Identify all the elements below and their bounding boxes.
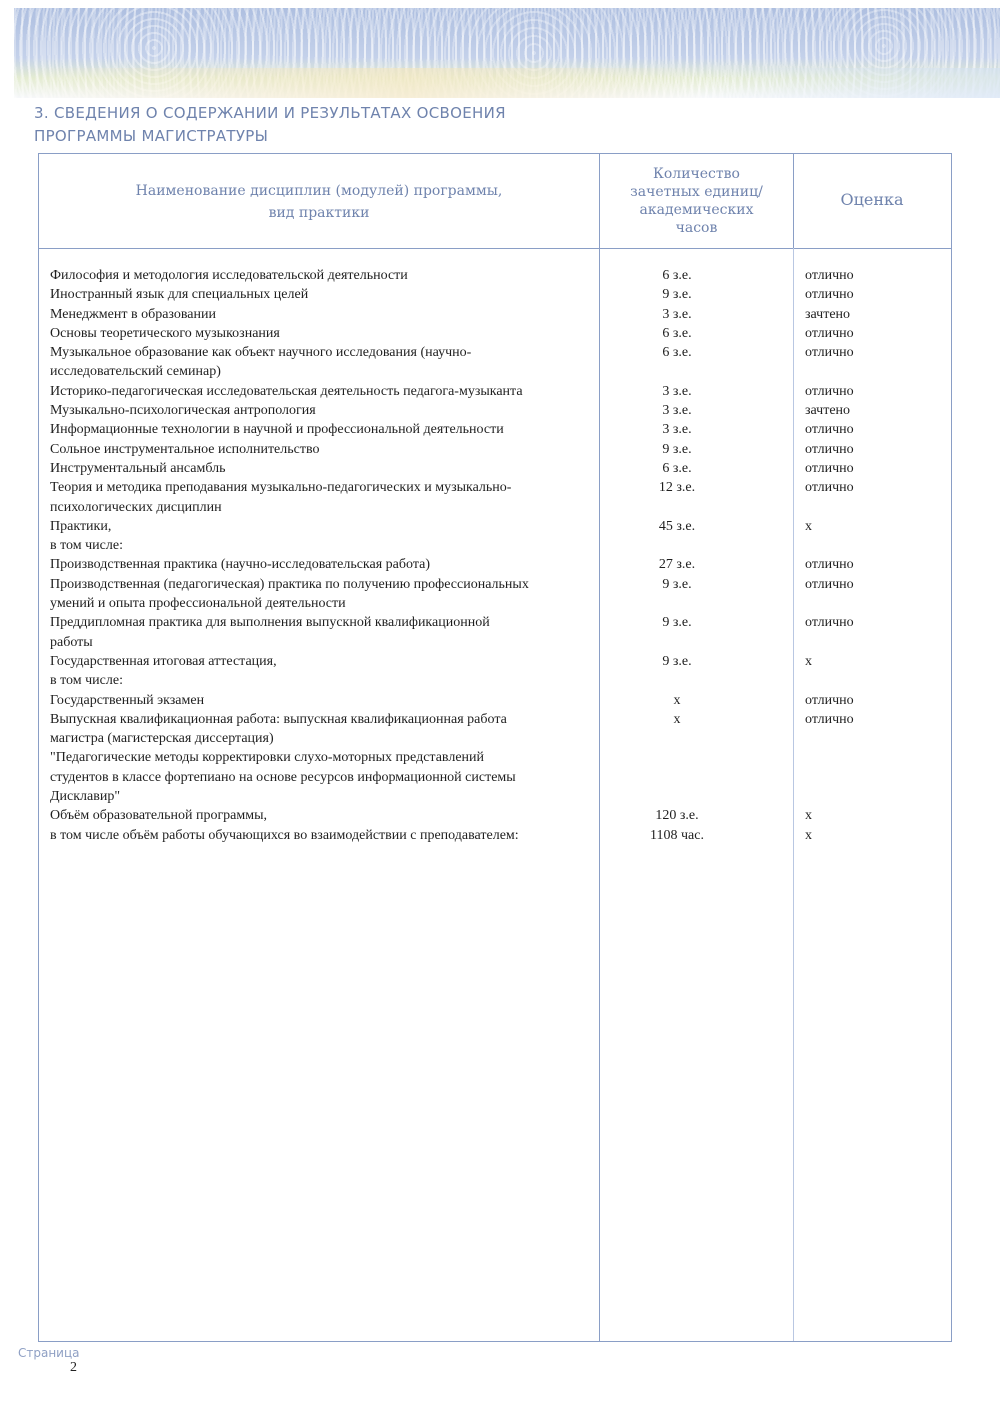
header-credits [600,165,793,237]
row-discipline-name [50,420,590,439]
row-name-line: Производственная практика (научно-исследовательская работа) [50,557,430,573]
row-discipline-name [50,806,590,825]
table-row [0,478,1000,517]
table-row [0,440,1000,459]
header-credits-line2: зачетных единиц/ [630,184,763,200]
row-name-line: умений и опыта профессиональной деятельности [50,596,346,612]
row-credits: x [673,711,681,727]
row-name-line: в том числе: [50,538,123,554]
page-label: Страница [18,1346,80,1360]
row-discipline-name [50,517,590,556]
row-name-line: Менеджмент в образовании [50,306,216,322]
row-name-line: в том числе объём работы обучающихся во взаимодействии с преподавателем: [50,827,519,843]
table-body [0,266,1000,845]
row-credits: 12 з.е. [658,480,696,496]
row-credits: 6 з.е. [662,268,692,283]
row-discipline-name [50,478,590,517]
table-row [0,710,1000,807]
row-discipline-name [50,382,590,401]
row-name-line: Производственная (педагогическая) практика по получению профессиональных [50,576,529,592]
table-row [0,401,1000,420]
row-discipline-name [50,826,590,845]
row-grade: отлично [805,268,854,283]
row-grade: отлично [805,441,854,457]
table-row [0,305,1000,324]
row-discipline-name [50,324,590,343]
row-name-line: Информационные технологии в научной и профессиональной деятельности [50,422,504,438]
row-grade: x [805,808,812,824]
page-number: 2 [70,1360,77,1375]
row-grade: отлично [805,422,854,438]
row-name-line: Выпускная квалификационная работа: выпускная квалификационная работа [50,711,507,727]
row-discipline-name [50,652,590,691]
row-name-line: Инструментальный ансамбль [50,460,226,476]
table-row [0,691,1000,710]
table-row [0,555,1000,574]
table-row [0,459,1000,478]
row-name-line: Иностранный язык для специальных целей [50,287,309,303]
section-title [34,102,594,148]
row-credits: 3 з.е. [662,383,692,399]
row-name-line: психологических дисциплин [50,499,222,515]
row-grade: отлично [805,383,854,399]
table-row [0,382,1000,401]
row-grade: зачтено [805,306,851,322]
table-row [0,575,1000,614]
table-row [0,420,1000,439]
row-name-line: Государственный экзамен [50,692,205,708]
row-name-line: Преддипломная практика для выполнения выпускной квалификационной [50,615,490,631]
row-name-line: Сольное инструментальное исполнительство [50,441,320,457]
row-credits: 45 з.е. [658,518,696,534]
row-discipline-name [50,266,590,285]
row-credits: 27 з.е. [658,557,696,573]
row-grade: отлично [805,557,854,573]
row-credits: 1108 час. [650,827,704,843]
row-grade: отлично [805,711,854,727]
row-grade: x [805,653,812,669]
row-name-line: студентов в классе фортепиано на основе ресурсов информационной системы [50,769,516,785]
row-discipline-name [50,575,590,614]
row-credits: 9 з.е. [662,576,692,592]
row-grade: зачтено [805,403,851,419]
banner-tint [14,68,1000,98]
row-credits: 3 з.е. [662,422,692,438]
table-row [0,826,1000,845]
table-row [0,806,1000,825]
row-name-line: Государственная итоговая аттестация, [50,653,277,669]
row-name-line: "Педагогические методы корректировки слухо-моторных представлений [50,750,485,766]
header-name-line2: вид практики [268,205,370,221]
row-grade: отлично [805,460,854,476]
row-name-line: Философия и методология исследовательской деятельности [50,268,408,283]
row-grade: отлично [805,615,854,631]
row-grade: x [805,518,812,534]
header-name-line1: Наименование дисциплин (модулей) программы, [135,183,503,199]
row-credits: 3 з.е. [662,306,692,322]
row-credits: x [673,692,681,708]
section-title-line1: 3. СВЕДЕНИЯ О СОДЕРЖАНИИ И РЕЗУЛЬТАТАХ ОСВОЕНИЯ [34,104,506,122]
header-discipline-name [40,180,598,224]
header-divider [38,248,952,249]
row-discipline-name [50,613,590,652]
row-name-line: Основы теоретического музыкознания [50,325,280,341]
header-credits-line4: часов [675,220,718,236]
header-credits-line3: академических [639,202,754,218]
row-name-line: Дисклавир" [50,789,121,805]
row-grade: x [805,827,812,843]
section-title-line2: ПРОГРАММЫ МАГИСТРАТУРЫ [34,127,269,145]
row-discipline-name [50,285,590,304]
row-credits: 9 з.е. [662,653,692,669]
row-discipline-name [50,401,590,420]
row-grade: отлично [805,692,854,708]
row-name-line: Музыкальное образование как объект научного исследования (научно- [50,345,472,361]
row-credits: 120 з.е. [655,808,699,824]
row-name-line: работы [50,634,93,650]
row-name-line: Музыкально-психологическая антропология [50,403,316,419]
table-row [0,613,1000,652]
row-grade: отлично [805,480,854,496]
header-grade: Оценка [840,190,904,209]
row-discipline-name [50,459,590,478]
row-discipline-name [50,440,590,459]
table-row [0,285,1000,304]
row-credits: 3 з.е. [662,403,692,419]
row-discipline-name [50,343,590,382]
row-name-line: Историко-педагогическая исследовательская деятельность педагога-музыканта [50,383,523,399]
table-row [0,517,1000,556]
table-row [0,324,1000,343]
row-name-line: Практики, [50,518,112,534]
row-name-line: в том числе: [50,673,123,689]
row-grade: отлично [805,325,854,341]
row-grade: отлично [805,576,854,592]
row-name-line: Теория и методика преподавания музыкально-педагогических и музыкально- [50,480,512,496]
table-row [0,652,1000,691]
row-discipline-name [50,710,590,806]
row-grade: отлично [805,345,854,361]
row-name-line: магистра (магистерская диссертация) [50,731,274,747]
row-discipline-name [50,691,590,710]
row-credits: 6 з.е. [662,345,692,361]
row-discipline-name [50,305,590,324]
row-credits: 6 з.е. [662,325,692,341]
row-name-line: исследовательский семинар) [50,364,221,380]
row-discipline-name [50,555,590,574]
table-row [0,266,1000,285]
row-credits: 9 з.е. [662,441,692,457]
row-credits: 6 з.е. [662,460,692,476]
header-credits-line1: Количество [653,166,740,182]
row-grade: отлично [805,287,854,303]
table-row [0,343,1000,382]
row-credits: 9 з.е. [662,615,692,631]
row-credits: 9 з.е. [662,287,692,303]
row-name-line: Объём образовательной программы, [50,808,268,824]
